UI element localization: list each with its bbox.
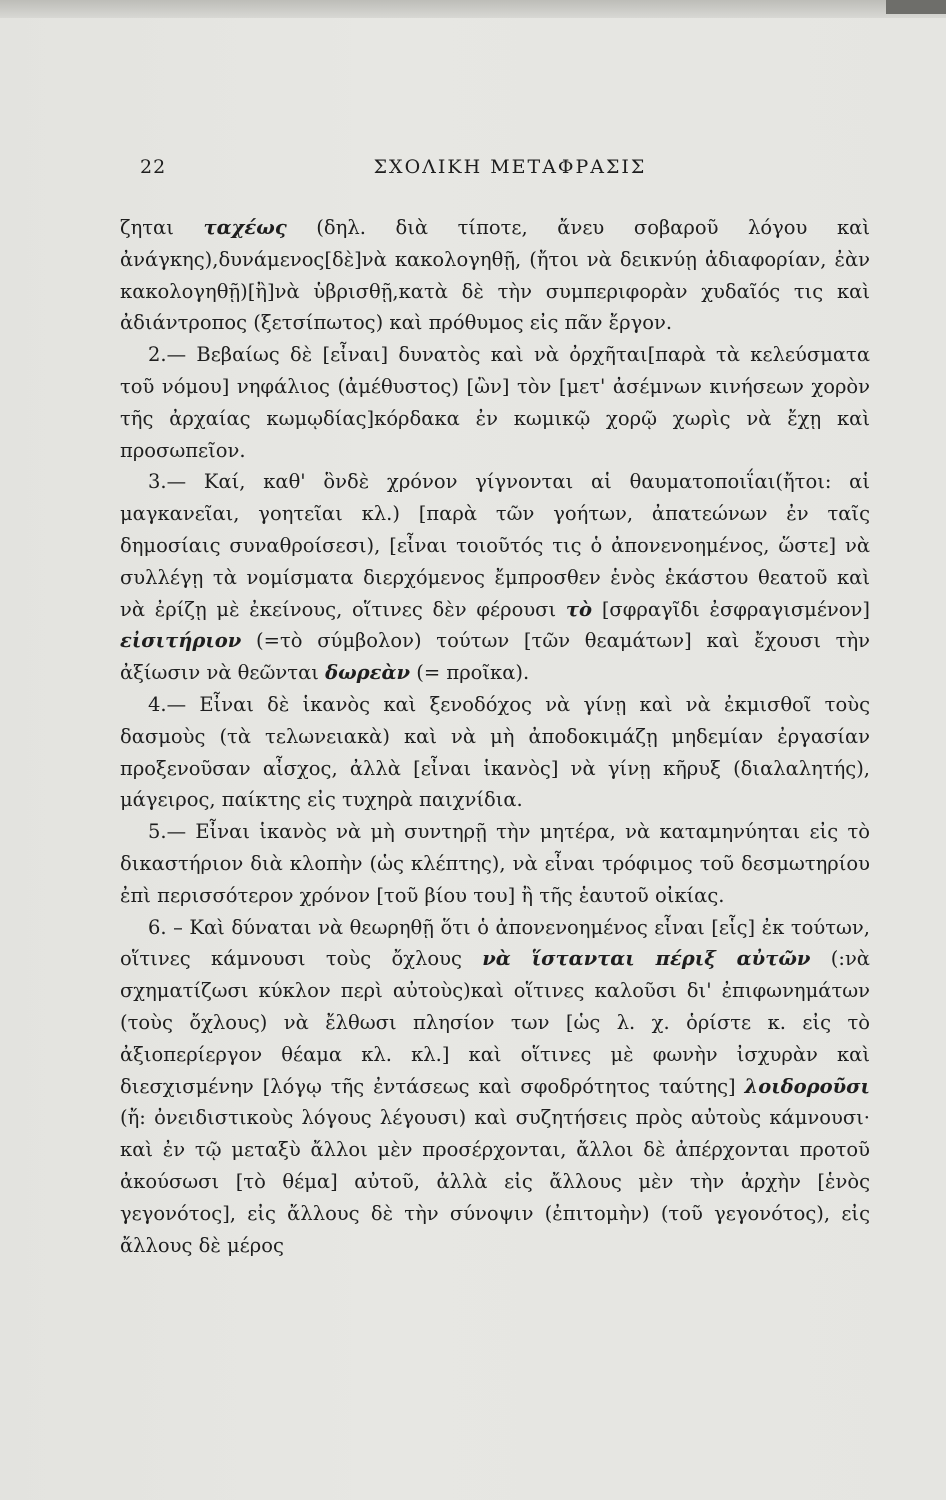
- emphasized-term: εἰσιτήριον: [120, 629, 242, 653]
- emphasized-term: δωρεὰν: [325, 661, 411, 685]
- running-title: ΣΧΟΛΙΚΗ ΜΕΤΑΦΡΑΣΙΣ: [373, 156, 647, 178]
- paragraph: [120, 816, 870, 911]
- emphasized-term: τὸ: [565, 597, 593, 621]
- text-run: [σφραγῖδι ἐσφραγισμένον]: [592, 597, 870, 621]
- paragraph: [120, 912, 870, 1262]
- text-run: (ἤ: ὀνειδιστικοὺς λόγους λέγουσι) καὶ συζητήσεις πρὸς αὐτοὺς κάμνουσι· καὶ ἐν τῷ μεταξὺ ἄλλοι μὲν προσέρχονται, ἄλλοι δὲ ἀπέρχονται προτοῦ ἀκούσωσι [τὸ θέμα] αὐτοῦ, ἀλλὰ εἰς ἄλλους μὲν τὴν ἀρχὴν [ἑνὸς γεγονότος], εἰς ἄλλους δὲ τὴν σύνοψιν (ἐπιτομὴν) (τοῦ γεγονότος), εἰς ἄλλους δὲ μέρος: [120, 1106, 870, 1257]
- text-run: (δηλ. διὰ τίποτε, ἄνευ σοβαροῦ λόγου καὶ ἀνάγκης),δυνάμενος[δὲ]νὰ κακολογηθῇ, (ἤτοι νὰ δεικνύῃ ἀδιαφορίαν, ἐὰν κακολογηθῇ)[ἢ]νὰ ὑβρισθῇ,κατὰ δὲ τὴν συμπεριφορὰν χυδαῖός τις καὶ ἀδιάντροπος (ξετσίπωτος) καὶ πρόθυμος εἰς πᾶν ἔργον.: [120, 216, 870, 335]
- emphasized-term: λοιδοροῦσι: [744, 1074, 870, 1098]
- paragraph: [120, 689, 870, 816]
- text-run: (= προῖκα).: [410, 661, 530, 685]
- text-run: (:νὰ σχηματίζωσι κύκλον περὶ αὐτοὺς)καὶ οἵτινες καλοῦσι δι' ἐπιφωνημάτων (τοὺς ὄχλους) νὰ ἔλθωσι πλησίον των [ὡς λ. χ. ὁρίστε κ. εἰς τὸ ἀξιοπερίεργον θέαμα κλ. κλ.] καὶ οἵτινες μὲ φωνὴν ἰσχυρὰν καὶ διεσχισμένην [λόγῳ τῆς ἐντάσεως καὶ σφοδρότητος ταύτης]: [120, 947, 870, 1098]
- text-run: 6. – Καὶ δύναται νὰ θεωρηθῇ ὅτι ὁ ἀπονενοημένος εἶναι [εἷς] ἐκ τούτων, οἵτινες κάμνουσι τοὺς ὄχλους: [120, 915, 870, 971]
- text-run: 4.— Εἶναι δὲ ἱκανὸς καὶ ξενοδόχος νὰ γίνῃ καὶ νὰ ἐκμισθοῖ τοὺς δασμοὺς (τὰ τελωνειακὰ) καὶ νὰ μὴ ἀποδοκιμάζῃ μηδεμίαν ἐργασίαν προξενοῦσαν αἶσχος, ἀλλὰ [εἶναι ἱκανὸς] νὰ γίνῃ κῆρυξ (διαλαλητής), μάγειρος, παίκτης εἰς τυχηρὰ παιχνίδια.: [120, 692, 870, 812]
- text-run: 2.— Βεβαίως δὲ [εἶναι] δυνατὸς καὶ νὰ ὀρχῆται[παρὰ τὰ κελεύσματα τοῦ νόμου] νηφάλιος (ἀμέθυστος) [ὢν] τὸν [μετ' ἀσέμνων κινήσεων χορὸν τῆς ἀρχαίας κωμῳδίας]κόρδακα ἐν κωμικῷ χορῷ χωρὶς νὰ ἔχῃ καὶ προσωπεῖον.: [120, 343, 870, 462]
- emphasized-term: ταχέως: [203, 216, 287, 239]
- page-number: 22: [140, 156, 167, 178]
- text-run: (=τὸ σύμβολον) τούτων [τῶν θεαμάτων] καὶ ἔχουσι τὴν ἀξίωσιν νὰ θεῶνται: [120, 629, 870, 685]
- page-header: [140, 156, 880, 186]
- paragraph: [120, 339, 870, 466]
- page-top-corner: [886, 0, 946, 14]
- text-run: ζηται: [120, 216, 204, 239]
- text-run: 3.— Καί, καθ' ὃνδὲ χρόνον γίγνονται αἱ θαυματοποιΐαι(ἤτοι: αἱ μαγκανεῖαι, γοητεῖαι κλ.) [παρὰ τῶν γοήτων, ἀπατεώνων ἐν ταῖς δημοσίαις συναθροίσεσι), [εἶναι τοιοῦτός τις ὁ ἀπονενοημένος, ὥστε] νὰ συλλέγῃ τὰ νομίσματα διερχόμενος ἔμπροσθεν ἑνὸς ἑκάστου θεατοῦ καὶ νὰ ἐρίζῃ μὲ ἐκείνους, οἵτινες δὲν φέρουσι: [120, 470, 870, 621]
- body-text: [120, 212, 870, 1261]
- text-run: 5.— Εἶναι ἱκανὸς νὰ μὴ συντηρῇ τὴν μητέρα, νὰ καταμηνύηται εἰς τὸ δικαστήριον διὰ κλοπὴν (ὡς κλέπτης), νὰ εἶναι τρόφιμος τοῦ δεσμωτηρίου ἐπὶ περισσότερον χρόνον [τοῦ βίου του] ἢ τῆς ἑαυτοῦ οἰκίας.: [120, 820, 870, 907]
- paragraph: [120, 212, 870, 339]
- paragraph: [120, 466, 870, 689]
- emphasized-term: νὰ ἵστανται πέριξ αὐτῶν: [482, 947, 811, 971]
- page-top-edge: [0, 0, 946, 18]
